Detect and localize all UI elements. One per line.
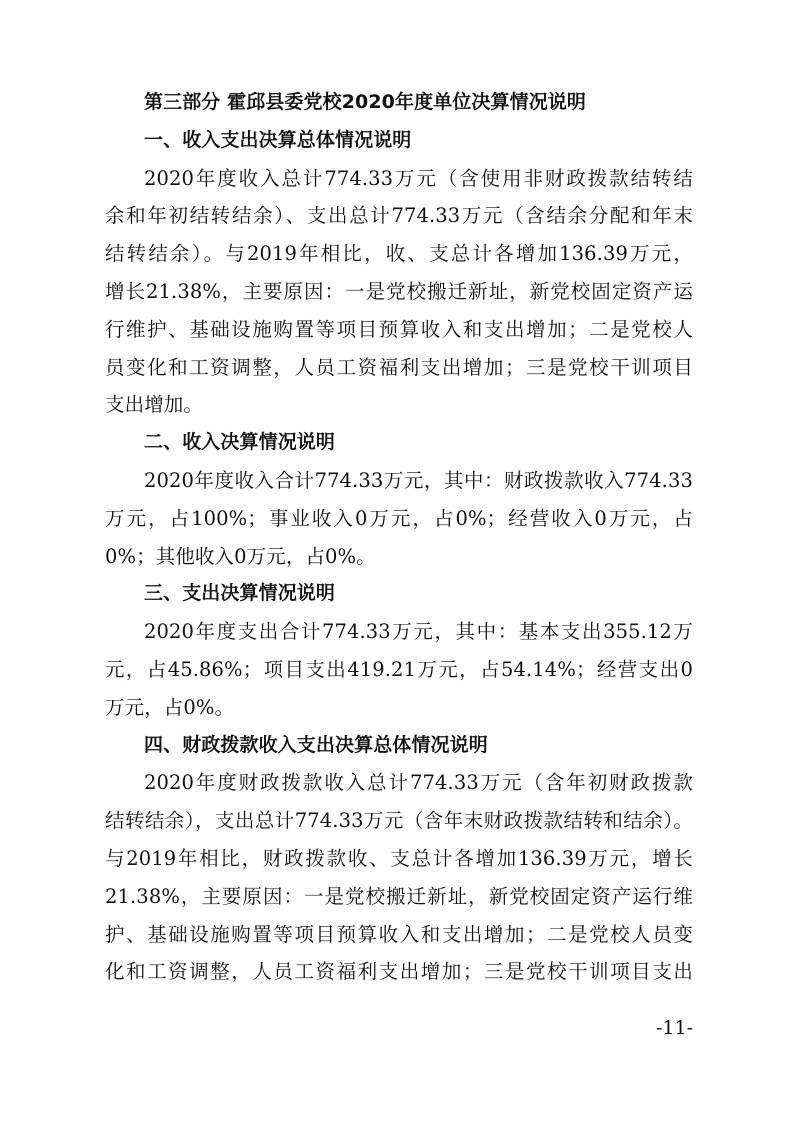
paragraph-line: 与2019年相比，财政拨款收、支总计各增加136.39万元，增长 — [105, 846, 693, 870]
paragraph-line: 21.38%，主要原因：一是党校搬迁新址，新党校固定资产运行维 — [105, 884, 693, 908]
page-number: -11- — [655, 1017, 693, 1039]
paragraph-line: 化和工资调整，人员工资福利支出增加；三是党校干训项目支出 — [105, 960, 693, 984]
paragraph-line: 护、基础设施购置等项目预算收入和支出增加；二是党校人员变 — [105, 922, 693, 946]
paragraph-line: 员变化和工资调整，人员工资福利支出增加；三是党校干训项目 — [105, 355, 693, 379]
paragraph-line: 行维护、基础设施购置等项目预算收入和支出增加；二是党校人 — [105, 317, 693, 341]
paragraph-line: 2020年度财政拨款收入总计774.33万元（含年初财政拨款 — [144, 771, 693, 795]
paragraph-line: 余和年初结转结余）、支出总计774.33万元（含结余分配和年末 — [105, 204, 693, 228]
paragraph-line: 2020年度收入合计774.33万元，其中：财政拨款收入774.33 — [144, 468, 693, 492]
section-heading: 三、支出决算情况说明 — [144, 582, 336, 605]
section-heading: 二、收入决算情况说明 — [144, 431, 336, 454]
paragraph-line: 万元，占100%；事业收入0万元，占0%；经营收入0万元，占 — [105, 506, 693, 530]
paragraph-line: 支出增加。 — [105, 393, 204, 417]
paragraph-line: 结转结余）。与2019年相比，收、支总计各增加136.39万元， — [105, 242, 693, 266]
document-body — [105, 84, 693, 991]
document-title: 第三部分 霍邱县委党校2020年度单位决算情况说明 — [144, 91, 586, 113]
paragraph-line: 万元，占0%。 — [105, 695, 235, 719]
paragraph-line: 0%；其他收入0万元，占0%。 — [105, 544, 376, 568]
paragraph-line: 2020年度收入总计774.33万元（含使用非财政拨款结转结 — [144, 166, 693, 190]
paragraph-line: 2020年度支出合计774.33万元，其中：基本支出355.12万 — [144, 620, 693, 644]
paragraph-line: 结转结余），支出总计774.33万元（含年末财政拨款结转和结余）。 — [105, 809, 693, 833]
section-heading: 四、财政拨款收入支出决算总体情况说明 — [144, 733, 488, 756]
section-heading: 一、收入支出决算总体情况说明 — [144, 128, 412, 151]
paragraph-line: 元，占45.86%；项目支出419.21万元，占54.14%；经营支出0 — [105, 657, 693, 681]
paragraph-line: 增长21.38%，主要原因：一是党校搬迁新址，新党校固定资产运 — [105, 279, 693, 303]
